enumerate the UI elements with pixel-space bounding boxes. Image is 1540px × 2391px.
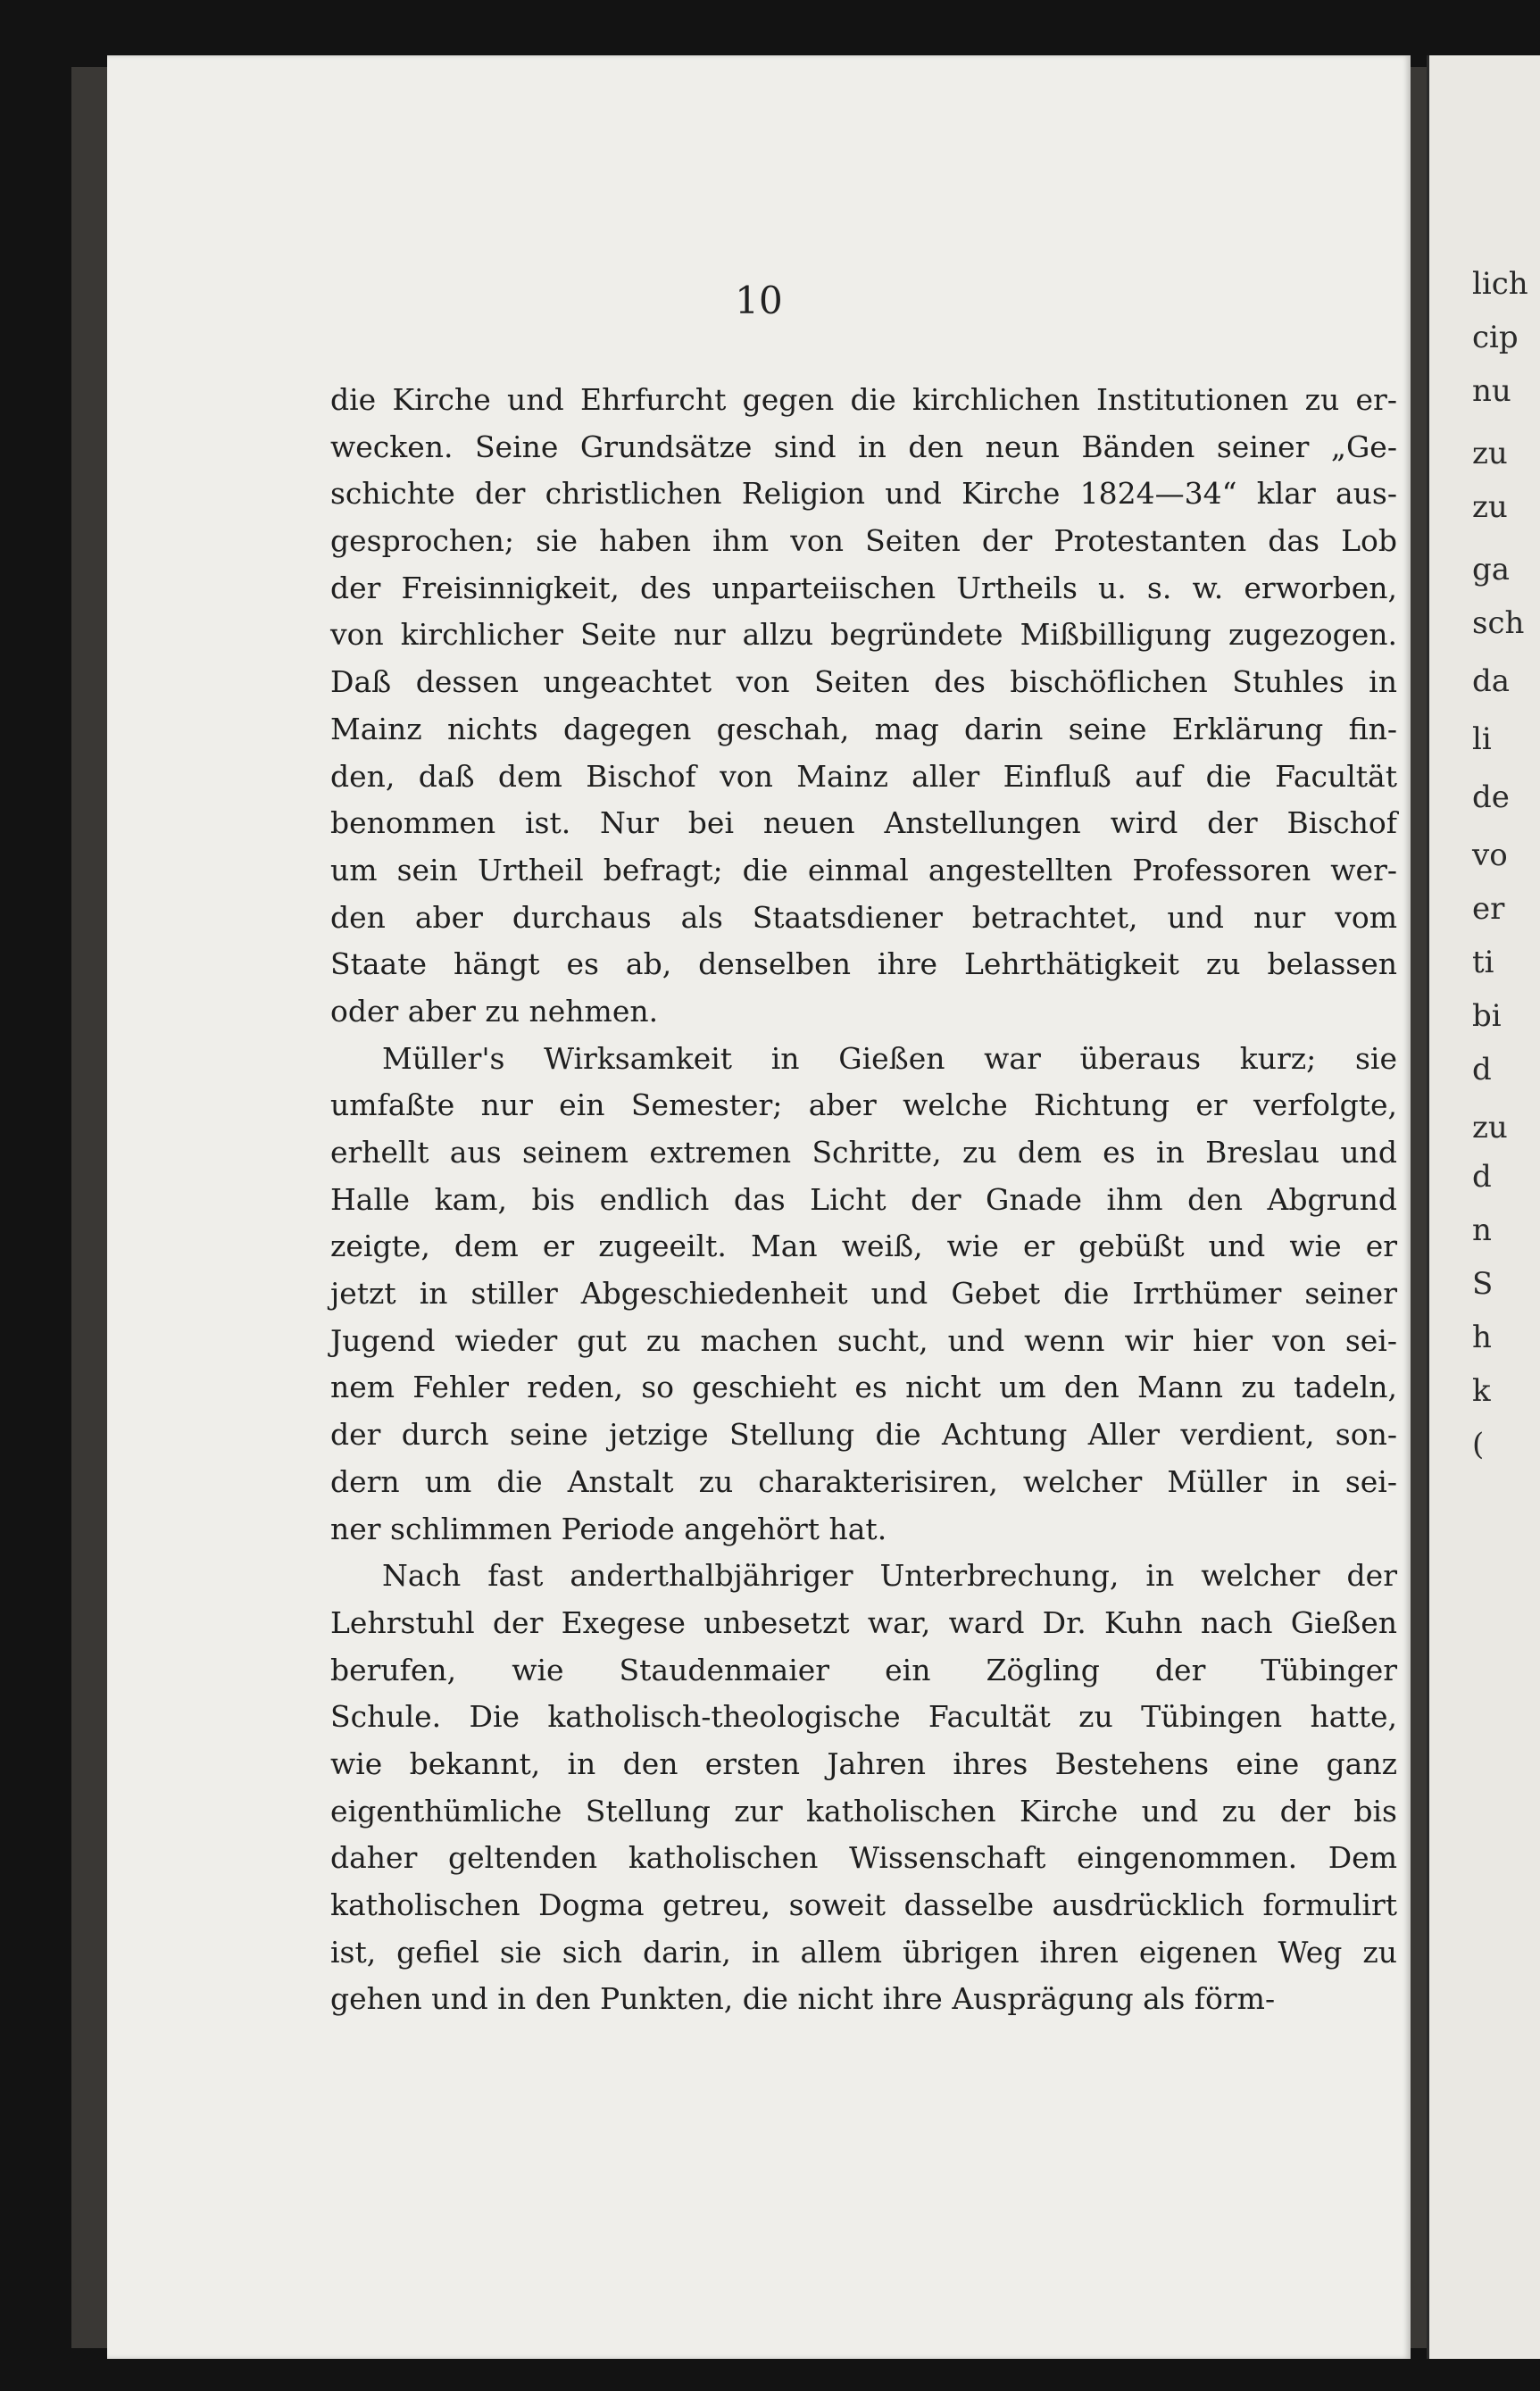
text-line: Daß dessen ungeachtet von Seiten des bischöflichen Stuhles in bbox=[330, 664, 1397, 700]
text-line: jetzt in stiller Abgeschiedenheit und Gebet die Irrthümer seiner bbox=[330, 1276, 1397, 1312]
adjacent-page-fragment: ( bbox=[1472, 1427, 1485, 1462]
adjacent-page-fragment: er bbox=[1472, 891, 1505, 927]
text-line: von kirchlicher Seite nur allzu begründete Mißbilligung zugezogen. bbox=[330, 617, 1397, 653]
adjacent-page-fragment: n bbox=[1472, 1212, 1492, 1248]
text-line: Mainz nichts dagegen geschah, mag darin seine Erklärung fin- bbox=[330, 711, 1397, 746]
adjacent-page-fragment: ga bbox=[1472, 552, 1511, 587]
text-line: Nach fast anderthalbjähriger Unterbrechung, in welcher der bbox=[382, 1558, 1397, 1594]
page-number: 10 bbox=[735, 279, 783, 322]
adjacent-page-fragment: li bbox=[1472, 721, 1492, 757]
text-line: zeigte, dem er zugeeilt. Man weiß, wie er gebüßt und wie er bbox=[330, 1229, 1397, 1264]
adjacent-page-fragment: bi bbox=[1472, 998, 1502, 1034]
adjacent-page-fragment: d bbox=[1472, 1052, 1492, 1087]
adjacent-page-fragment: d bbox=[1472, 1159, 1492, 1195]
adjacent-page-fragment: h bbox=[1472, 1320, 1492, 1355]
paragraph bbox=[330, 1553, 1397, 2023]
text-line: den aber durchaus als Staatsdiener betrachtet, und nur vom bbox=[330, 899, 1397, 935]
text-line: eigenthümliche Stellung zur katholischen Kirche und zu der bis bbox=[330, 1793, 1397, 1829]
text-line: Halle kam, bis endlich das Licht der Gnade ihm den Abgrund bbox=[330, 1181, 1397, 1217]
text-line: gehen und in den Punkten, die nicht ihre Ausprägung als förm- bbox=[330, 1981, 1276, 2017]
book-page bbox=[107, 55, 1411, 2359]
text-line: den, daß dem Bischof von Mainz aller Einfluß auf die Facultät bbox=[330, 758, 1397, 794]
text-line: katholischen Dogma getreu, soweit dasselbe ausdrücklich formulirt bbox=[330, 1887, 1397, 1922]
adjacent-page-fragment: de bbox=[1472, 779, 1510, 815]
adjacent-page-fragment: cip bbox=[1472, 320, 1519, 355]
text-line: oder aber zu nehmen. bbox=[330, 993, 659, 1029]
text-line: die Kirche und Ehrfurcht gegen die kirchlichen Institutionen zu er- bbox=[330, 382, 1397, 417]
text-line: berufen, wie Staudenmaier ein Zögling der Tübinger bbox=[330, 1652, 1397, 1687]
text-line: nem Fehler reden, so geschieht es nicht um den Mann zu tadeln, bbox=[330, 1370, 1397, 1405]
adjacent-page-fragment: da bbox=[1472, 663, 1511, 699]
body-text bbox=[330, 377, 1397, 2023]
text-line: um sein Urtheil befragt; die einmal angestellten Professoren wer- bbox=[330, 852, 1397, 887]
adjacent-page-fragment: vo bbox=[1472, 837, 1508, 873]
text-line: der durch seine jetzige Stellung die Achtung Aller verdient, son- bbox=[330, 1417, 1397, 1453]
adjacent-page-fragment: ti bbox=[1472, 945, 1494, 980]
text-line: Staate hängt es ab, denselben ihre Lehrthätigkeit zu belassen bbox=[330, 946, 1397, 982]
text-line: wecken. Seine Grundsätze sind in den neun Bänden seiner „Ge- bbox=[330, 429, 1397, 464]
adjacent-page-edge bbox=[1427, 55, 1540, 2359]
text-line: Jugend wieder gut zu machen sucht, und wenn wir hier von sei- bbox=[330, 1322, 1397, 1358]
adjacent-page-fragment: S bbox=[1472, 1266, 1494, 1302]
text-line: ist, gefiel sie sich darin, in allem übrigen ihren eigenen Weg zu bbox=[330, 1934, 1397, 1970]
adjacent-page-fragment: zu bbox=[1472, 489, 1508, 525]
text-line: dern um die Anstalt zu charakterisiren, welcher Müller in sei- bbox=[330, 1463, 1397, 1499]
paragraph bbox=[330, 377, 1397, 1036]
adjacent-page-fragment: k bbox=[1472, 1373, 1491, 1409]
text-line: Schule. Die katholisch-theologische Facultät zu Tübingen hatte, bbox=[330, 1699, 1397, 1735]
text-line: der Freisinnigkeit, des unparteiischen Urtheils u. s. w. erworben, bbox=[330, 570, 1397, 605]
text-line: wie bekannt, in den ersten Jahren ihres Bestehens eine ganz bbox=[330, 1745, 1397, 1781]
adjacent-page-fragment: nu bbox=[1472, 373, 1511, 409]
adjacent-page-fragment: zu bbox=[1472, 1110, 1508, 1146]
text-line: ner schlimmen Periode angehört hat. bbox=[330, 1511, 887, 1546]
text-line: schichte der christlichen Religion und Kirche 1824—34“ klar aus- bbox=[330, 476, 1397, 512]
adjacent-page-fragment: sch bbox=[1472, 605, 1525, 641]
text-line: erhellt aus seinem extremen Schritte, zu dem es in Breslau und bbox=[330, 1135, 1397, 1170]
paragraph bbox=[330, 1036, 1397, 1554]
adjacent-page-fragment: lich bbox=[1472, 266, 1528, 302]
text-line: benommen ist. Nur bei neuen Anstellungen wird der Bischof bbox=[330, 805, 1397, 841]
text-line: umfaßte nur ein Semester; aber welche Richtung er verfolgte, bbox=[330, 1087, 1397, 1123]
text-line: daher geltenden katholischen Wissenschaft eingenommen. Dem bbox=[330, 1840, 1397, 1876]
adjacent-page-fragment: zu bbox=[1472, 436, 1508, 471]
text-line: Lehrstuhl der Exegese unbesetzt war, ward Dr. Kuhn nach Gießen bbox=[330, 1604, 1397, 1640]
text-line: gesprochen; sie haben ihm von Seiten der Protestanten das Lob bbox=[330, 523, 1397, 559]
text-line: Müller's Wirksamkeit in Gießen war überaus kurz; sie bbox=[382, 1040, 1397, 1076]
